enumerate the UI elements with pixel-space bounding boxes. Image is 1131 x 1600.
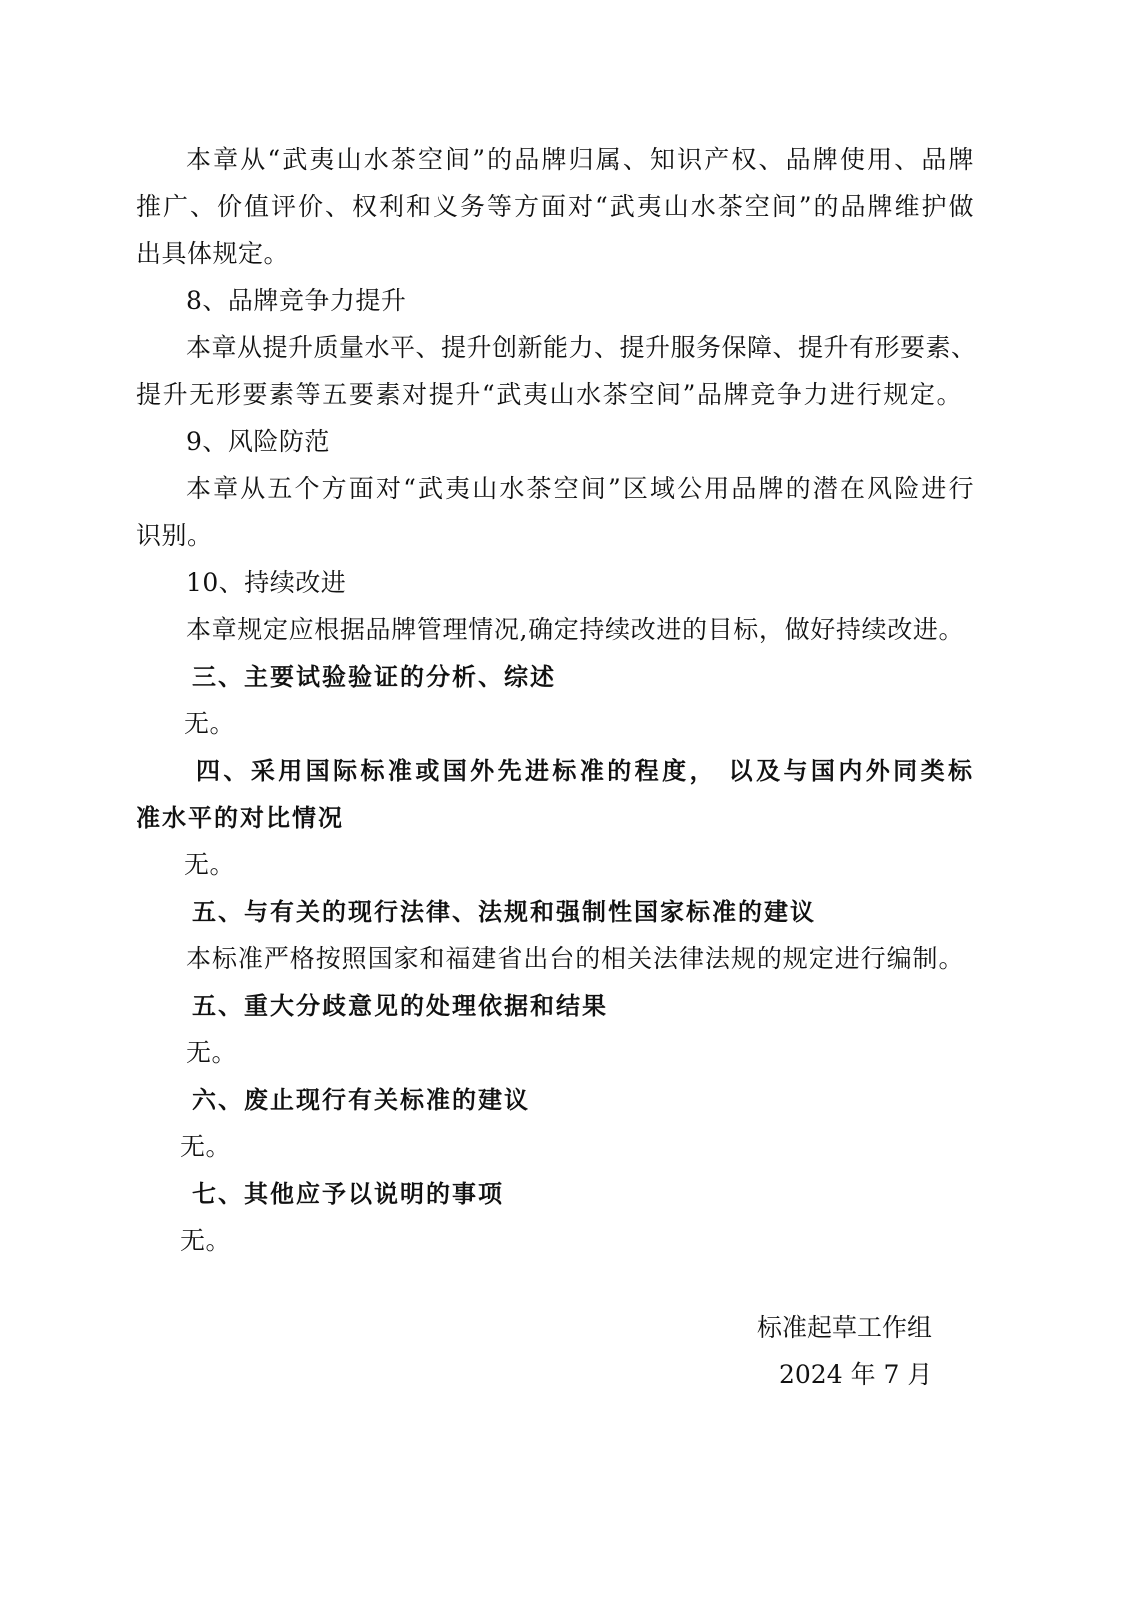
section-7-text: 无。 (180, 1226, 232, 1255)
section-5b-heading: 五、重大分歧意见的处理依据和结果 (192, 992, 608, 1020)
paragraph-improvement-line-1: 本章规定应根据品牌管理情况,确定持续改进的目标，做好持续改进。 (186, 615, 964, 644)
paragraph-brand-maintenance-line-3: 出具体规定。 (136, 239, 290, 268)
section-3-heading: 三、主要试验验证的分析、综述 (192, 663, 556, 691)
section-7-heading: 七、其他应予以说明的事项 (192, 1180, 504, 1208)
signoff-drafting-group: 标准起草工作组 (757, 1313, 933, 1342)
section-4-heading-line-2: 准水平的对比情况 (136, 804, 344, 832)
section-4-text: 无。 (184, 850, 236, 879)
section-4-heading-line-1: 四、采用国际标准或国外先进标准的程度， 以及与国内外同类标 (196, 757, 974, 785)
section-5-text: 本标准严格按照国家和福建省出台的相关法律法规的规定进行编制。 (186, 944, 964, 973)
paragraph-competitiveness-line-2: 提升无形要素等五要素对提升“武夷山水茶空间”品牌竞争力进行规定。 (136, 380, 962, 409)
section-5b-text: 无。 (186, 1038, 238, 1067)
section-6-text: 无。 (180, 1132, 232, 1161)
paragraph-brand-maintenance-line-1: 本章从“武夷山水茶空间”的品牌归属、知识产权、品牌使用、品牌 (186, 145, 974, 174)
paragraph-risk-line-2: 识别。 (136, 521, 213, 550)
section-3-text: 无。 (184, 709, 236, 738)
heading-brand-competitiveness: 8、品牌竞争力提升 (186, 286, 407, 315)
heading-continuous-improvement: 10、持续改进 (186, 568, 347, 597)
signoff-date: 2024 年 7 月 (779, 1360, 933, 1389)
section-5-heading: 五、与有关的现行法律、法规和强制性国家标准的建议 (192, 898, 816, 926)
paragraph-competitiveness-line-1: 本章从提升质量水平、提升创新能力、提升服务保障、提升有形要素、 (186, 333, 977, 362)
section-6-heading: 六、废止现行有关标准的建议 (192, 1086, 530, 1114)
paragraph-risk-line-1: 本章从五个方面对“武夷山水茶空间”区域公用品牌的潜在风险进行 (186, 474, 974, 503)
heading-risk-prevention: 9、风险防范 (186, 427, 330, 456)
paragraph-brand-maintenance-line-2: 推广、价值评价、权利和义务等方面对“武夷山水茶空间”的品牌维护做 (136, 192, 974, 221)
